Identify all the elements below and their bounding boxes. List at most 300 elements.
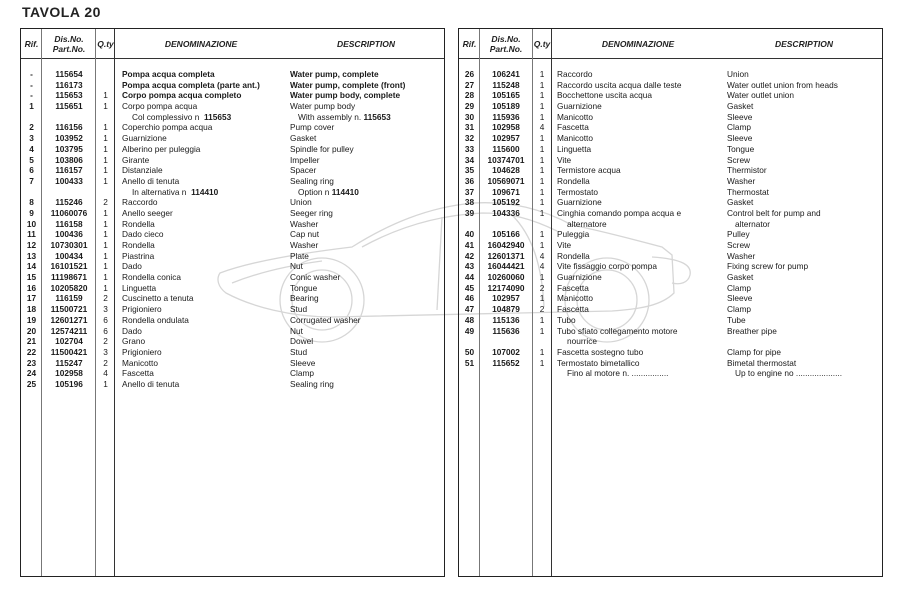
cell-part-no: 105165 <box>492 90 520 101</box>
cell-denominazione <box>567 336 597 347</box>
table-row <box>459 293 882 304</box>
description-text: Sleeve <box>290 357 316 368</box>
cell-rif: 18 <box>26 304 37 315</box>
denominazione-text: Rondella <box>557 175 590 186</box>
header-part-line1: Dis.No. <box>54 33 84 44</box>
cell-denominazione <box>122 176 179 187</box>
description-text: Water outlet union from heads <box>727 79 838 90</box>
table-body <box>459 69 882 379</box>
denominazione-text: Termistore acqua <box>557 165 621 176</box>
cell-denominazione <box>557 112 593 123</box>
table-row <box>21 165 444 176</box>
cell-denominazione <box>557 358 640 369</box>
table-row <box>21 368 444 379</box>
table-row <box>459 358 882 369</box>
cell-rif: 39 <box>464 207 475 218</box>
cell-rif: 29 <box>464 101 475 112</box>
denominazione-text: nourrice <box>567 336 597 347</box>
cell-part-no: 104336 <box>492 207 520 218</box>
denominazione-text: Cinghia comando pompa acqua e <box>557 207 682 218</box>
table-row-continuation <box>459 368 882 379</box>
cell-qty: 1 <box>539 133 545 144</box>
reference-number: 115653 <box>363 111 391 122</box>
cell-part-no: 106241 <box>492 69 520 79</box>
cell-denominazione <box>122 144 200 155</box>
cell-part-no: 116173 <box>55 79 83 90</box>
cell-qty: 3 <box>103 346 108 357</box>
description-text: Tongue <box>290 282 318 293</box>
description-text: Spacer <box>290 165 317 176</box>
cell-part-no: 100433 <box>55 175 83 186</box>
description-text: Thermostat <box>727 186 769 197</box>
table-row <box>21 272 444 283</box>
denominazione-text: Manicotto <box>557 133 593 144</box>
cell-qty: 1 <box>539 314 545 325</box>
cell-rif: 33 <box>464 143 475 154</box>
cell-description <box>290 197 312 208</box>
denominazione-text: Grano <box>122 336 146 347</box>
denominazione-text: Rondella <box>122 240 155 250</box>
cell-part-no: 12601271 <box>50 314 88 325</box>
cell-rif: 15 <box>26 272 37 283</box>
denominazione-text: Manicotto <box>557 293 593 304</box>
cell-denominazione <box>557 261 657 272</box>
table-row <box>21 293 444 304</box>
denominazione-text: Fino al motore n. ................ <box>567 368 669 379</box>
cell-description <box>290 133 316 144</box>
cell-denominazione <box>557 326 678 337</box>
description-text: Conic washer <box>290 272 341 283</box>
cell-description <box>727 187 769 198</box>
denominazione-text: Alberino per puleggia <box>122 143 201 154</box>
denominazione-text: Dado <box>122 325 142 336</box>
cell-description <box>727 283 751 294</box>
description-text: Water pump body <box>290 101 356 112</box>
description-text: Sealing ring <box>290 378 334 389</box>
cell-rif: 51 <box>464 357 475 368</box>
cell-description <box>735 368 842 379</box>
description-text: Clamp <box>727 304 751 315</box>
description-text: Nut <box>290 261 303 272</box>
table-row <box>459 251 882 262</box>
denominazione-text: Fascetta <box>557 304 589 315</box>
cell-qty: 1 <box>103 133 108 144</box>
cell-rif: 34 <box>464 154 475 165</box>
cell-denominazione <box>122 240 155 251</box>
cell-qty: 4 <box>539 250 545 261</box>
header-denominazione: DENOMINAZIONE <box>164 38 238 49</box>
cell-qty: 1 <box>539 357 545 368</box>
cell-part-no: 116159 <box>55 293 83 304</box>
description-text: Gasket <box>727 101 754 112</box>
cell-description <box>727 69 749 80</box>
cell-denominazione <box>567 219 607 230</box>
cell-part-no: 115936 <box>492 111 520 122</box>
header-part-no <box>42 29 96 58</box>
cell-qty: 2 <box>103 357 108 368</box>
cell-rif: 19 <box>26 314 37 325</box>
cell-part-no: 115247 <box>55 357 83 368</box>
description-text: Clamp for pipe <box>727 346 781 357</box>
description-text: Gasket <box>727 197 754 208</box>
denominazione-text: Rondella <box>122 218 155 229</box>
description-text: Stud <box>290 346 308 357</box>
page-title: TAVOLA 20 <box>22 4 101 20</box>
table-row <box>21 304 444 315</box>
cell-denominazione <box>557 304 589 315</box>
cell-description <box>727 358 796 369</box>
cell-part-no: 103806 <box>55 154 83 165</box>
cell-rif: 38 <box>464 197 475 208</box>
table-row <box>21 283 444 294</box>
cell-qty: 1 <box>103 165 108 176</box>
table-row <box>21 208 444 219</box>
cell-part-no: 115651 <box>55 101 83 112</box>
cell-denominazione <box>557 133 593 144</box>
cell-rif: 31 <box>464 122 475 133</box>
table-row <box>459 133 882 144</box>
description-text: Option n <box>298 186 330 197</box>
header-denominazione: DENOMINAZIONE <box>601 38 675 49</box>
cell-rif: 40 <box>464 229 475 240</box>
cell-qty: 1 <box>539 111 545 122</box>
table-header <box>21 29 444 59</box>
cell-qty: 3 <box>103 304 108 315</box>
header-part-line2: Part.No. <box>52 43 86 54</box>
description-text: Water outlet union <box>727 90 795 101</box>
cell-part-no: 115652 <box>492 357 520 368</box>
reference-number: 114410 <box>331 186 359 197</box>
description-text: Tube <box>727 314 746 325</box>
description-text: With assembly n. <box>298 111 362 122</box>
cell-rif: 47 <box>464 304 475 315</box>
cell-description <box>290 155 320 166</box>
cell-description <box>727 208 821 219</box>
cell-rif: 12 <box>26 240 37 250</box>
cell-description <box>727 347 781 358</box>
cell-description <box>298 112 391 123</box>
cell-rif: 13 <box>26 250 37 261</box>
cell-part-no: 116156 <box>55 122 83 133</box>
cell-rif: 1 <box>29 101 34 112</box>
header-description: DESCRIPTION <box>336 38 396 49</box>
description-text: Seeger ring <box>290 207 333 218</box>
cell-qty: 1 <box>539 207 545 218</box>
cell-denominazione <box>557 347 643 358</box>
description-text: Washer <box>727 175 756 186</box>
cell-qty: 2 <box>103 293 108 304</box>
cell-rif: - <box>30 90 33 101</box>
denominazione-text: Raccordo uscita acqua dalle teste <box>557 79 682 90</box>
cell-denominazione <box>122 69 215 80</box>
description-text: Cap nut <box>290 229 320 240</box>
cell-description <box>727 133 752 144</box>
cell-denominazione <box>132 112 231 123</box>
cell-qty: 2 <box>539 282 545 293</box>
denominazione-text: Prigioniero <box>122 304 162 315</box>
cell-description <box>290 144 354 155</box>
cell-denominazione <box>122 315 189 326</box>
cell-qty: 1 <box>103 218 108 229</box>
cell-part-no: 104879 <box>492 304 520 315</box>
cell-description <box>290 90 400 101</box>
cell-description <box>727 240 750 251</box>
table-row <box>21 251 444 262</box>
table-row <box>459 122 882 133</box>
table-row <box>459 187 882 198</box>
cell-part-no: 115600 <box>492 143 520 154</box>
cell-part-no: 115653 <box>55 90 83 101</box>
cell-denominazione <box>122 80 260 91</box>
cell-denominazione <box>122 358 158 369</box>
description-text: Union <box>727 69 749 79</box>
cell-description <box>290 261 303 272</box>
cell-rif: 2 <box>29 122 34 133</box>
cell-denominazione <box>122 304 162 315</box>
cell-denominazione <box>122 208 173 219</box>
cell-part-no: 12601371 <box>487 250 525 261</box>
cell-description <box>290 165 316 176</box>
description-text: Sealing ring <box>290 175 334 186</box>
cell-rif: 48 <box>464 314 475 325</box>
cell-denominazione <box>557 272 602 283</box>
cell-part-no: 10730301 <box>50 240 88 250</box>
cell-part-no: 12574211 <box>50 325 88 336</box>
denominazione-text: Raccordo <box>122 197 158 208</box>
cell-qty: 1 <box>539 346 545 357</box>
table-row <box>459 283 882 294</box>
denominazione-text: In alternativa n <box>132 186 187 197</box>
cell-rif: 27 <box>464 79 475 90</box>
denominazione-text: Fascetta <box>557 282 589 293</box>
cell-part-no: 11060076 <box>50 207 88 218</box>
description-text: Bimetal thermostat <box>727 357 797 368</box>
cell-denominazione <box>557 229 589 240</box>
cell-description <box>290 240 318 251</box>
cell-rif: 5 <box>29 154 34 165</box>
cell-denominazione <box>557 144 591 155</box>
cell-qty: 1 <box>539 240 545 250</box>
denominazione-text: Anello di tenuta <box>122 378 180 389</box>
cell-description <box>290 379 334 390</box>
denominazione-text: Pompa acqua completa <box>122 69 215 79</box>
cell-part-no: 115654 <box>55 69 83 79</box>
cell-rif: 26 <box>464 69 475 79</box>
cell-denominazione <box>557 101 602 112</box>
cell-denominazione <box>122 251 154 262</box>
cell-description <box>727 261 808 272</box>
cell-denominazione <box>567 368 668 379</box>
cell-qty: 1 <box>539 143 545 154</box>
description-text: Sleeve <box>727 293 753 304</box>
description-text: Breather pipe <box>727 325 777 336</box>
cell-description <box>727 229 750 240</box>
cell-part-no: 115246 <box>55 197 83 208</box>
table-row <box>21 315 444 326</box>
cell-qty: 4 <box>103 368 108 379</box>
description-text: Control belt for pump and <box>727 207 821 218</box>
table-row <box>459 69 882 80</box>
cell-part-no: 104628 <box>492 165 520 176</box>
cell-rif: 11 <box>27 229 36 240</box>
cell-denominazione <box>122 90 241 101</box>
cell-qty: 1 <box>103 143 108 154</box>
cell-description <box>727 304 751 315</box>
cell-denominazione <box>122 261 142 272</box>
table-row <box>21 90 444 101</box>
description-text: Screw <box>727 240 751 250</box>
denominazione-text: Dado cieco <box>122 229 164 240</box>
table-row <box>21 122 444 133</box>
cell-rif: 32 <box>464 133 475 144</box>
cell-description <box>290 208 333 219</box>
denominazione-text: Vite <box>557 154 572 165</box>
denominazione-text: Raccordo <box>557 69 593 79</box>
cell-rif: 22 <box>26 346 37 357</box>
table-row <box>21 219 444 230</box>
description-text: Washer <box>290 240 319 250</box>
table-row-continuation <box>21 112 444 123</box>
cell-qty: 2 <box>539 304 545 315</box>
cell-denominazione <box>122 229 164 240</box>
cell-description <box>290 251 309 262</box>
cell-part-no: 10569071 <box>487 175 525 186</box>
description-text: Nut <box>290 325 303 336</box>
description-text: Pulley <box>727 229 750 240</box>
description-text: Up to engine no .................... <box>735 368 842 379</box>
cell-denominazione <box>122 336 145 347</box>
cell-description <box>727 176 755 187</box>
cell-description <box>290 176 334 187</box>
table-row <box>21 69 444 80</box>
cell-qty: 2 <box>103 197 108 208</box>
cell-part-no: 10260060 <box>487 272 525 283</box>
cell-description <box>727 144 754 155</box>
description-text: Clamp <box>290 368 314 379</box>
denominazione-text: Guarnizione <box>557 101 602 112</box>
cell-qty: 1 <box>539 90 545 101</box>
cell-part-no: 107002 <box>492 346 520 357</box>
cell-denominazione <box>557 80 682 91</box>
cell-part-no: 11198671 <box>51 272 87 283</box>
description-text: Dowel <box>290 336 314 347</box>
description-text: Spindle for pulley <box>290 143 354 154</box>
cell-part-no: 116157 <box>55 165 83 176</box>
header-qty: Q.ty <box>97 38 114 49</box>
cell-denominazione <box>122 347 162 358</box>
table-body <box>21 69 444 390</box>
cell-denominazione <box>122 165 163 176</box>
cell-part-no: 105166 <box>492 229 520 240</box>
cell-part-no: 102957 <box>492 133 520 144</box>
cell-description <box>290 272 340 283</box>
cell-rif: 17 <box>26 293 37 304</box>
cell-rif: 42 <box>464 250 475 261</box>
cell-description <box>727 326 777 337</box>
cell-part-no: 102704 <box>55 336 83 347</box>
cell-qty: 1 <box>103 261 108 272</box>
description-text: Sleeve <box>727 111 753 122</box>
cell-qty: 1 <box>539 101 545 112</box>
denominazione-text: Col complessivo n <box>132 111 200 122</box>
parts-table-left <box>20 28 445 577</box>
denominazione-text: Tubo <box>557 314 576 325</box>
table-row <box>459 176 882 187</box>
denominazione-text: Coperchio pompa acqua <box>122 122 213 133</box>
cell-rif: 28 <box>464 90 475 101</box>
cell-qty: 1 <box>103 250 108 261</box>
cell-part-no: 16101521 <box>50 261 88 272</box>
cell-denominazione <box>557 315 576 326</box>
reference-number: 115653 <box>203 111 232 122</box>
cell-part-no: 10205820 <box>50 282 88 293</box>
description-text: Tongue <box>727 143 755 154</box>
cell-rif: 25 <box>26 378 37 389</box>
cell-rif: 49 <box>464 325 475 336</box>
cell-qty: 1 <box>539 69 545 79</box>
cell-description <box>290 283 317 294</box>
description-text: Bearing <box>290 293 319 304</box>
cell-part-no: 103795 <box>55 143 83 154</box>
table-row <box>21 347 444 358</box>
cell-qty: 1 <box>103 240 108 250</box>
header-part-line1: Dis.No. <box>491 33 521 44</box>
table-row <box>21 261 444 272</box>
cell-description <box>290 219 318 230</box>
header-part-line2: Part.No. <box>489 43 523 54</box>
cell-description <box>727 315 746 326</box>
cell-description <box>290 315 361 326</box>
table-row <box>459 165 882 176</box>
cell-description <box>290 304 307 315</box>
denominazione-text: Rondella <box>557 250 590 261</box>
cell-description <box>727 251 755 262</box>
cell-denominazione <box>122 155 149 166</box>
table-row <box>459 240 882 251</box>
cell-part-no: 103952 <box>55 133 83 144</box>
denominazione-text: Linguetta <box>557 143 592 154</box>
cell-denominazione <box>122 101 197 112</box>
table-row <box>21 197 444 208</box>
cell-rif: 3 <box>29 133 34 144</box>
table-row <box>21 379 444 390</box>
cell-qty: 1 <box>103 175 108 186</box>
description-text: Screw <box>727 154 751 165</box>
cell-rif: 50 <box>464 346 475 357</box>
cell-rif: 21 <box>26 336 37 347</box>
cell-description <box>290 69 379 80</box>
denominazione-text: alternatore <box>567 218 607 229</box>
cell-denominazione <box>557 197 602 208</box>
cell-denominazione <box>122 122 212 133</box>
cell-rif: 14 <box>26 261 37 272</box>
table-row <box>459 144 882 155</box>
description-text: Thermistor <box>727 165 767 176</box>
cell-denominazione <box>122 133 167 144</box>
cell-description <box>727 90 794 101</box>
cell-rif: 4 <box>29 143 34 154</box>
denominazione-text: Vite <box>557 240 572 250</box>
cell-description <box>727 272 753 283</box>
denominazione-text: Tubo sfiato collegamento motore <box>557 325 678 336</box>
denominazione-text: Fascetta sostegno tubo <box>557 346 644 357</box>
denominazione-text: Linguetta <box>122 282 157 293</box>
cell-part-no: 105196 <box>55 378 83 389</box>
table-row <box>21 326 444 337</box>
cell-rif: 41 <box>464 240 475 250</box>
cell-part-no: 115136 <box>492 314 520 325</box>
cell-qty: 4 <box>539 122 545 133</box>
